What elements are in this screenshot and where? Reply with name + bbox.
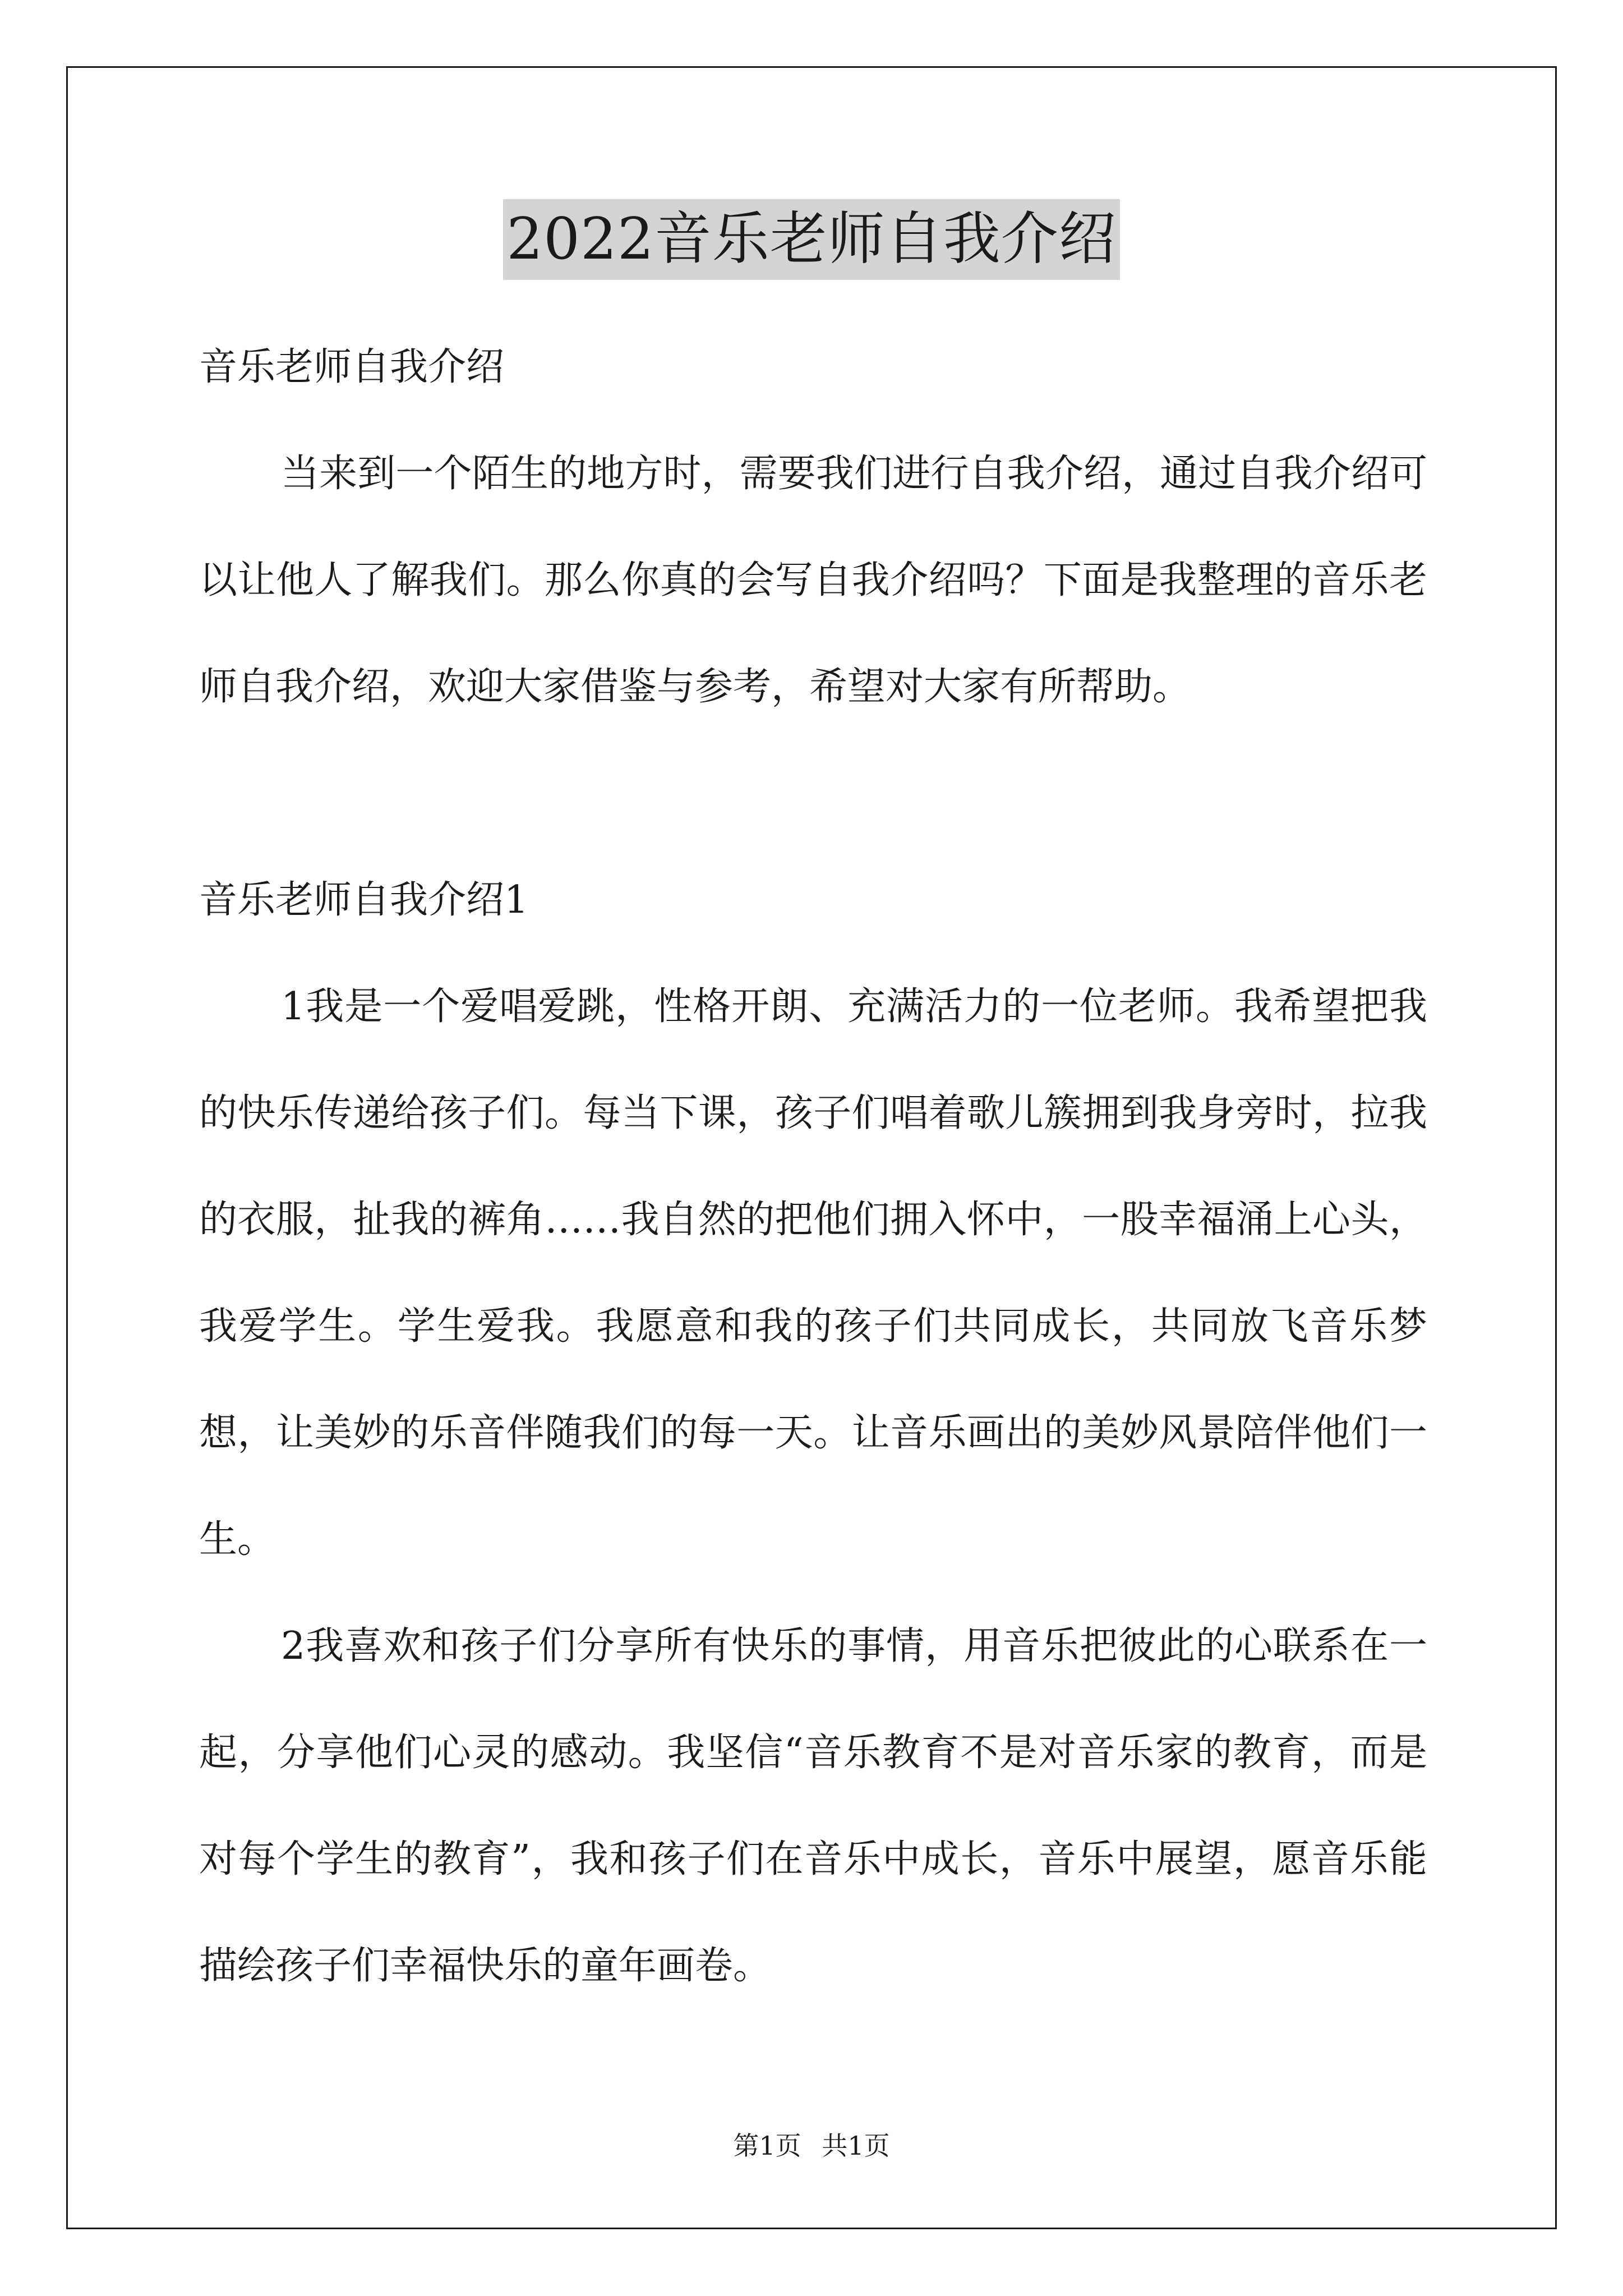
- document-body: [199, 314, 1427, 2019]
- title-area: [0, 199, 1623, 280]
- section-spacer: [199, 740, 1427, 847]
- page-number: 第1页: [733, 2131, 801, 2161]
- body-paragraph-1: 1我是一个爱唱爱跳，性格开朗、充满活力的一位老师。我希望把我的快乐传递给孩子们。每当下课，孩子们唱着歌儿簇拥到我身旁时，拉我的衣服，扯我的裤角……我自然的把他们拥入怀中，一股幸福涌上心头，我爱学生。学生爱我。我愿意和我的孩子们共同成长，共同放飞音乐梦想，让美妙的乐音伴随我们的每一天。让音乐画出的美妙风景陪伴他们一生。: [199, 984, 1427, 1562]
- document-subtitle: 音乐老师自我介绍: [199, 345, 505, 389]
- body-paragraph-2: 2我喜欢和孩子们分享所有快乐的事情，用音乐把彼此的心联系在一起，分享他们心灵的感动。我坚信“音乐教育不是对音乐家的教育，而是对每个学生的教育”，我和孩子们在音乐中成长，音乐中展望，愿音乐能描绘孩子们幸福快乐的童年画卷。: [199, 1624, 1427, 1988]
- document-title: 2022音乐老师自我介绍: [503, 199, 1120, 280]
- section-heading: 音乐老师自我介绍1: [199, 878, 529, 922]
- intro-paragraph: 当来到一个陌生的地方时，需要我们进行自我介绍，通过自我介绍可以让他人了解我们。那么你真的会写自我介绍吗？下面是我整理的音乐老师自我介绍，欢迎大家借鉴与参考，希望对大家有所帮助。: [199, 452, 1427, 709]
- page-footer: [0, 2129, 1623, 2162]
- page-total: 共1页: [822, 2131, 890, 2161]
